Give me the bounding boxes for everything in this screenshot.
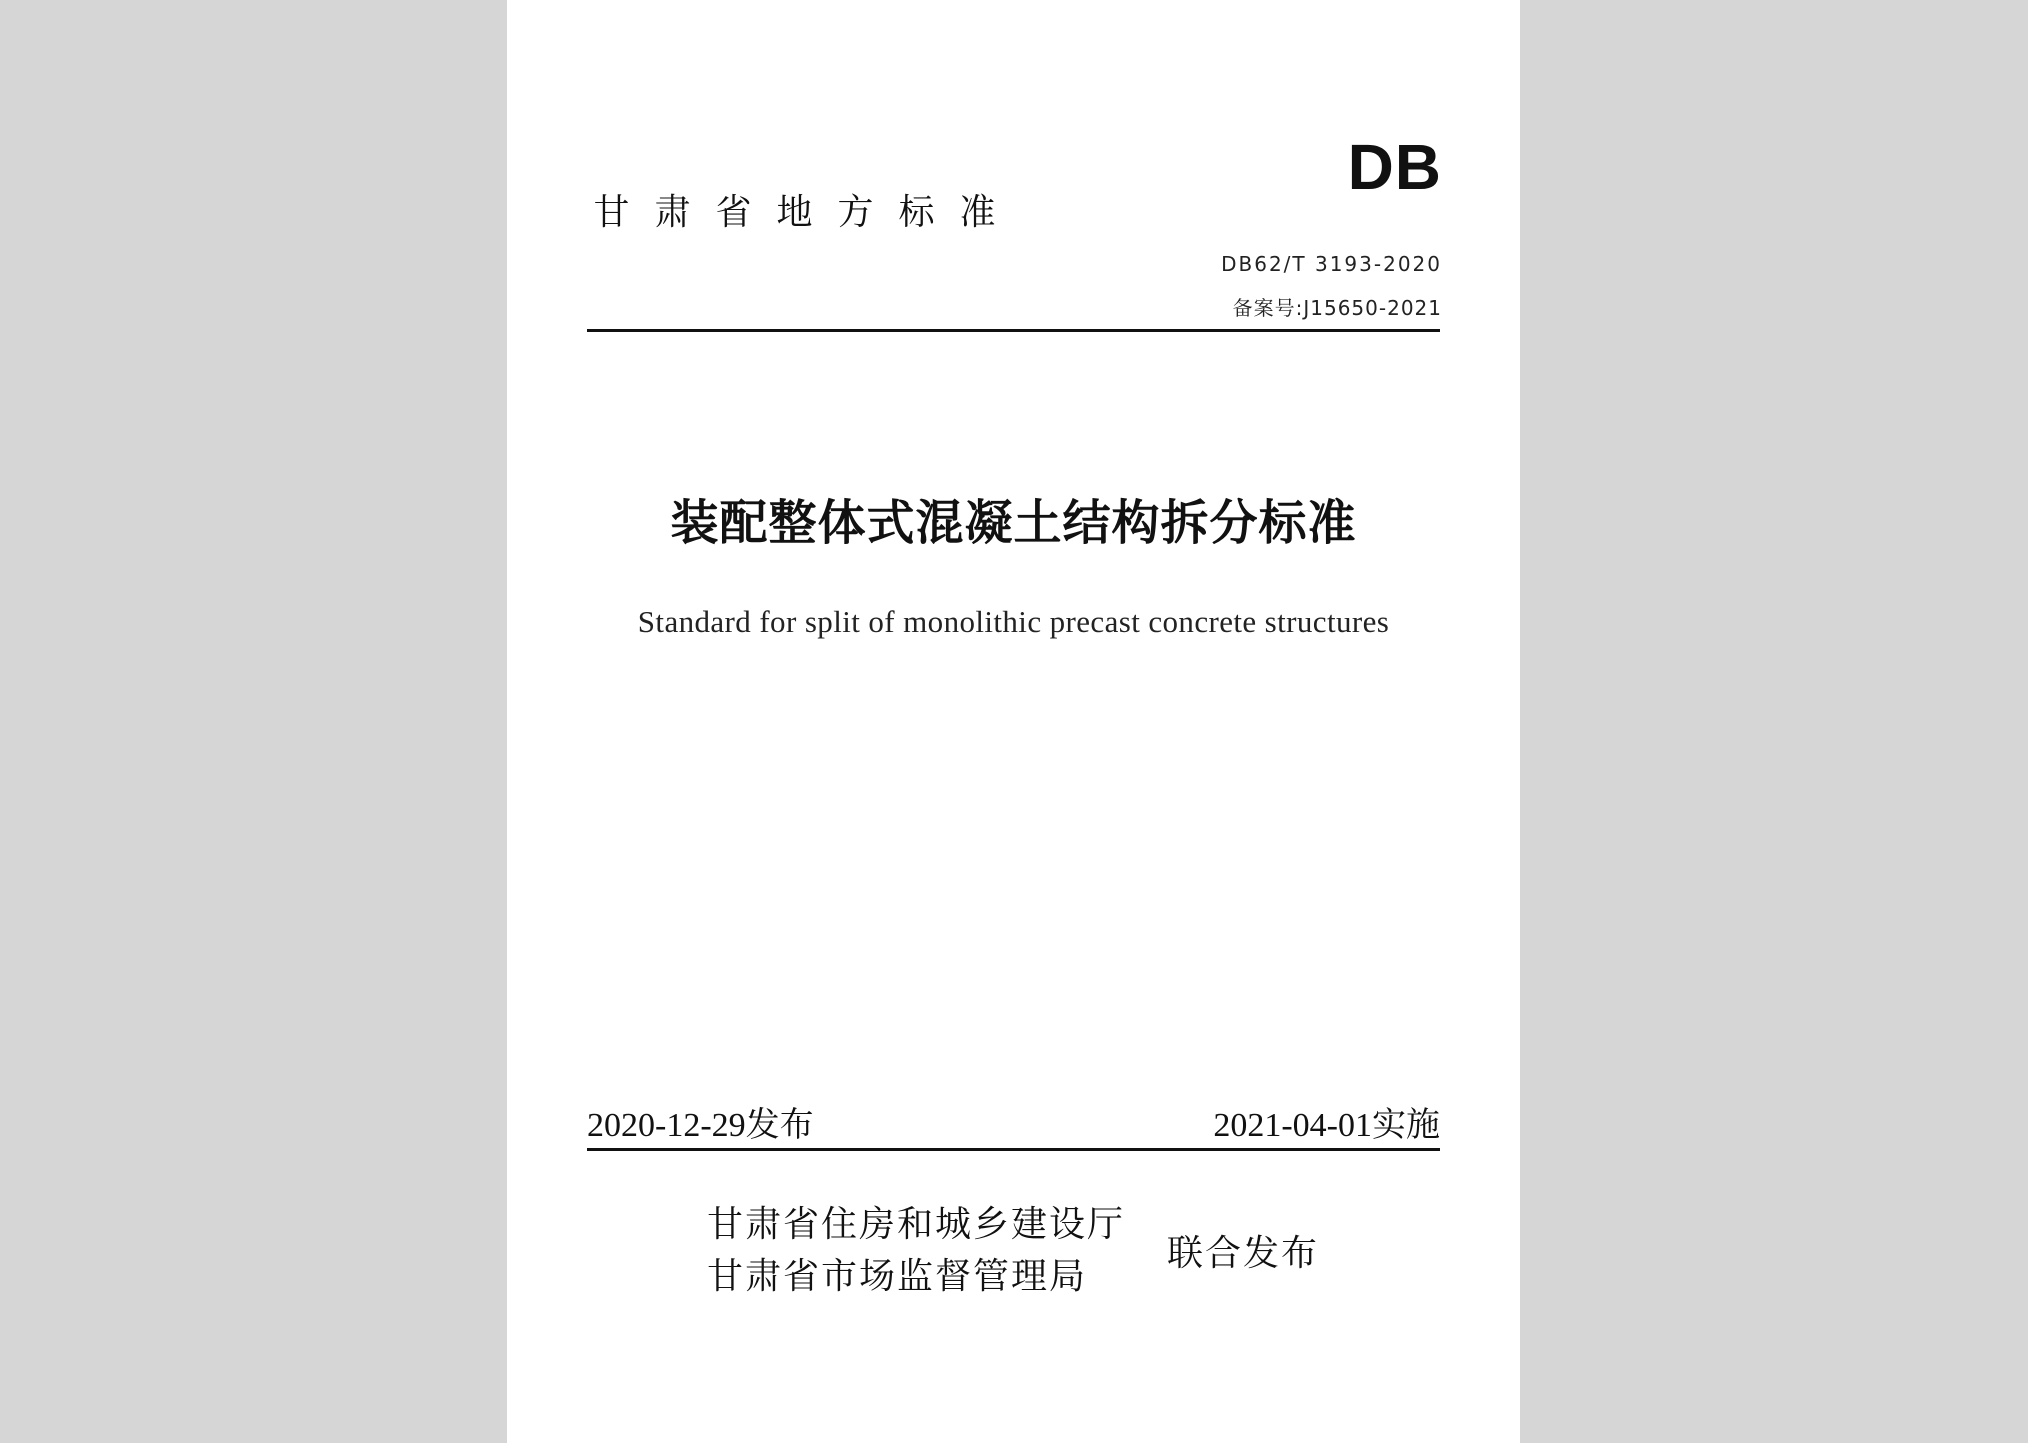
- title-english: Standard for split of monolithic precast concrete structures: [637, 604, 1390, 639]
- filing-number: 备案号:J15650-2021: [1232, 296, 1442, 320]
- top-rule-divider: [587, 329, 1440, 332]
- bottom-rule-divider: [587, 1148, 1440, 1151]
- standard-category: 甘肃省地方标准: [593, 192, 1021, 233]
- effective-date: 2021-04-01实施: [1213, 1107, 1440, 1144]
- title-chinese: 装配整体式混凝土结构拆分标准: [670, 495, 1357, 551]
- joint-issue-label: 联合发布: [1167, 1233, 1320, 1274]
- db-mark: DB: [1347, 131, 1442, 203]
- standard-number: DB62/T 3193-2020: [1221, 252, 1442, 276]
- issuer-market-regulation: 甘肃省市场监督管理局: [707, 1256, 1088, 1297]
- issuer-housing-department: 甘肃省住房和城乡建设厅: [707, 1204, 1126, 1245]
- issue-date: 2020-12-29发布: [587, 1107, 814, 1144]
- document-page: [507, 0, 1520, 1443]
